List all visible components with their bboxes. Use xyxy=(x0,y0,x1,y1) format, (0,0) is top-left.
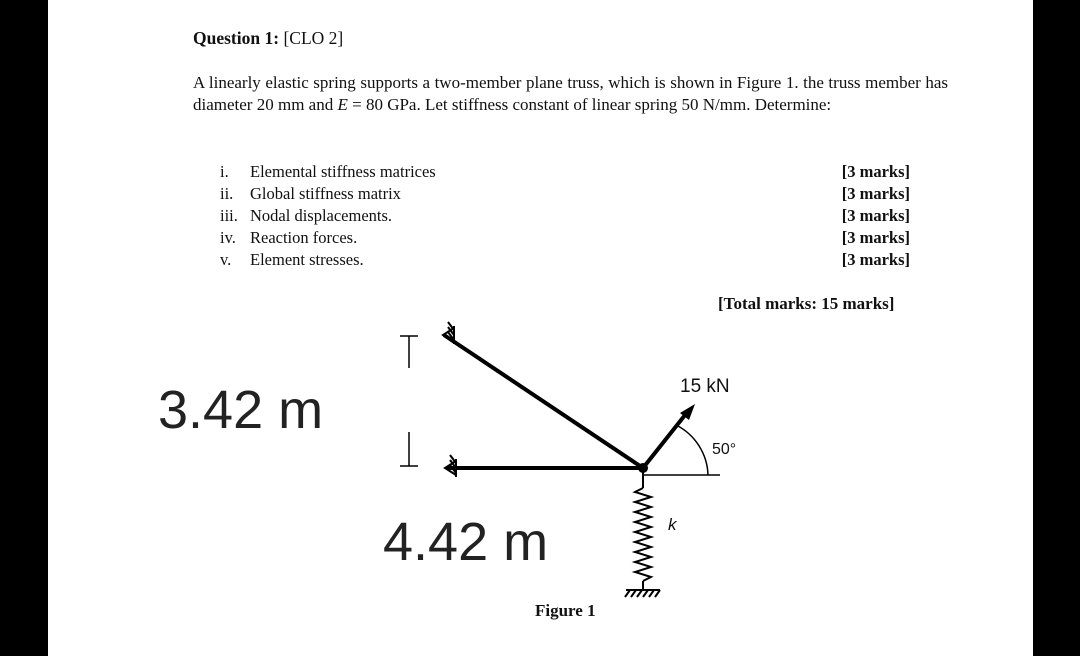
spring-label: k xyxy=(668,515,677,534)
task-text: Nodal displacements. xyxy=(250,206,393,225)
task-text: Reaction forces. xyxy=(250,228,358,247)
intro-modulus-symbol: E xyxy=(337,94,348,114)
task-marks: [3 marks] xyxy=(841,184,910,203)
task-marks: [3 marks] xyxy=(841,206,910,225)
force-arrow xyxy=(643,410,689,468)
spring xyxy=(625,468,660,597)
truss-figure xyxy=(48,0,1033,656)
intro-text-1: A linearly elastic spring supports a two-member plane truss, which is shown in Figure 1. the truss member has diameter 20 mm and xyxy=(193,73,948,114)
task-marks: [3 marks] xyxy=(841,250,910,269)
height-annotation: 3.42 m xyxy=(158,380,324,440)
question-clo: [CLO 2] xyxy=(279,28,344,48)
task-number: ii. xyxy=(220,184,234,203)
task-text: Elemental stiffness matrices xyxy=(250,162,436,181)
width-annotation: 4.42 m xyxy=(383,512,549,572)
figure-caption: Figure 1 xyxy=(535,601,596,620)
task-text: Element stresses. xyxy=(250,250,364,269)
task-marks: [3 marks] xyxy=(841,162,910,181)
task-marks: [3 marks] xyxy=(841,228,910,247)
document-page xyxy=(48,0,1033,656)
total-marks: [Total marks: 15 marks] xyxy=(718,294,895,313)
height-dimension-marker xyxy=(400,336,418,466)
angle-label: 50° xyxy=(712,441,737,458)
task-number: iii. xyxy=(220,206,238,225)
diagonal-member xyxy=(444,335,643,468)
task-number: v. xyxy=(220,250,232,269)
angle-arc xyxy=(676,425,708,475)
force-label: 15 kN xyxy=(680,376,730,397)
question-number: Question 1: xyxy=(193,28,280,48)
task-number: i. xyxy=(220,162,229,181)
intro-text-2: = 80 GPa. Let stiffness constant of linear spring 50 N/mm. Determine: xyxy=(347,94,832,114)
task-text: Global stiffness matrix xyxy=(250,184,401,203)
task-number: iv. xyxy=(220,228,236,247)
